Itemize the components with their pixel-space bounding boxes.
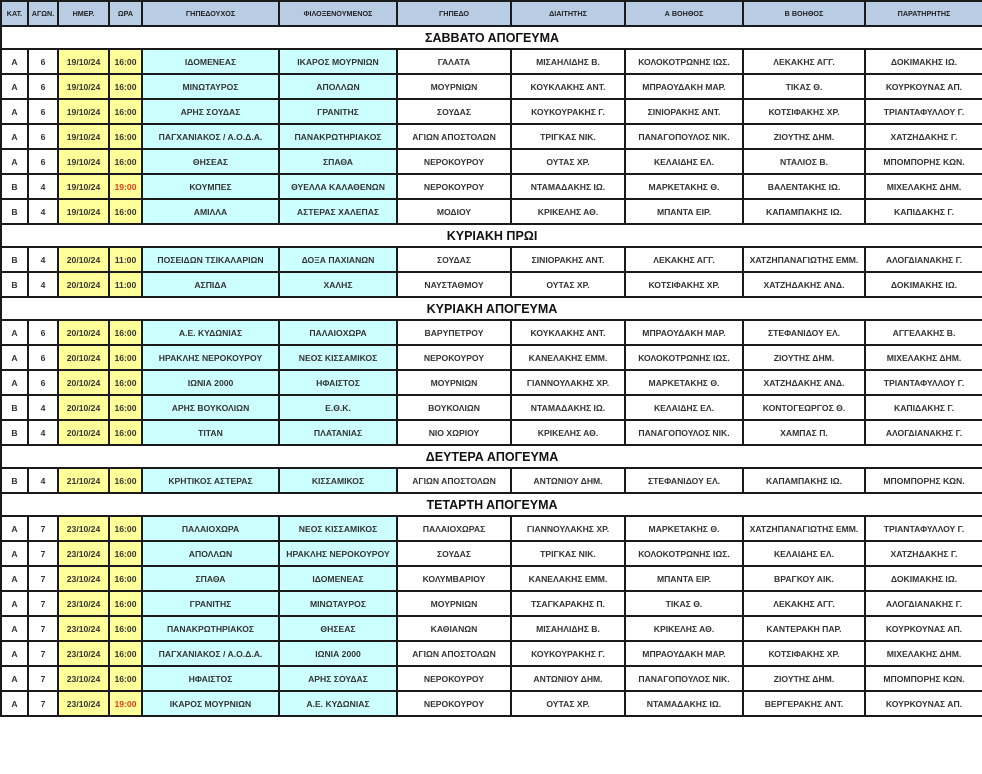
time-cell: 11:00 [109,272,142,297]
venue-cell: ΚΑΘΙΑΝΩΝ [397,616,511,641]
assistant-2-cell: ΤΙΚΑΣ Θ. [743,74,865,99]
time-cell: 16:00 [109,566,142,591]
time-cell: 16:00 [109,420,142,445]
assistant-2-cell: ΒΑΛΕΝΤΑΚΗΣ ΙΩ. [743,174,865,199]
home-team-cell: ΠΑΛΑΙΟΧΩΡΑ [142,516,279,541]
category-cell: Α [1,124,28,149]
away-team-cell: ΑΣΤΕΡΑΣ ΧΑΛΕΠΑΣ [279,199,397,224]
away-team-cell: ΠΑΝΑΚΡΩΤΗΡΙΑΚΟΣ [279,124,397,149]
category-cell: Α [1,74,28,99]
category-cell: Β [1,272,28,297]
category-cell: Β [1,199,28,224]
section-title: ΤΕΤΑΡΤΗ ΑΠΟΓΕΥΜΑ [1,493,982,516]
venue-cell: ΣΟΥΔΑΣ [397,247,511,272]
venue-cell: ΝΕΡΟΚΟΥΡΟΥ [397,666,511,691]
time-cell: 16:00 [109,616,142,641]
home-team-cell: ΙΩΝΙΑ 2000 [142,370,279,395]
venue-cell: ΜΟΥΡΝΙΩΝ [397,591,511,616]
observer-cell: ΧΑΤΖΗΔΑΚΗΣ Γ. [865,124,982,149]
assistant-2-cell: ΚΑΠΑΜΠΑΚΗΣ ΙΩ. [743,468,865,493]
match-row [1,516,982,541]
time-cell: 16:00 [109,149,142,174]
away-team-cell: ΗΡΑΚΛΗΣ ΝΕΡΟΚΟΥΡΟΥ [279,541,397,566]
assistant-1-cell: ΜΑΡΚΕΤΑΚΗΣ Θ. [625,174,743,199]
venue-cell: ΣΟΥΔΑΣ [397,99,511,124]
round-cell: 6 [28,49,58,74]
venue-cell: ΓΑΛΑΤΑ [397,49,511,74]
col-header-round: ΑΓΩΝ. [28,1,58,26]
assistant-2-cell: ΚΟΤΣΙΦΑΚΗΣ ΧΡ. [743,641,865,666]
assistant-1-cell: ΜΠΡΑΟΥΔΑΚΗ ΜΑΡ. [625,320,743,345]
observer-cell: ΤΡΙΑΝΤΑΦΥΛΛΟΥ Γ. [865,370,982,395]
date-cell: 23/10/24 [58,566,109,591]
assistant-2-cell: ΚΕΛΑΙΔΗΣ ΕΛ. [743,541,865,566]
time-cell: 16:00 [109,320,142,345]
away-team-cell: ΜΙΝΩΤΑΥΡΟΣ [279,591,397,616]
referee-cell: ΑΝΤΩΝΙΟΥ ΔΗΜ. [511,666,625,691]
venue-cell: ΚΟΛΥΜΒΑΡΙΟΥ [397,566,511,591]
round-cell: 7 [28,616,58,641]
home-team-cell: ΑΡΗΣ ΒΟΥΚΟΛΙΩΝ [142,395,279,420]
date-cell: 23/10/24 [58,691,109,716]
assistant-2-cell: ΧΑΤΖΗΔΑΚΗΣ ΑΝΔ. [743,272,865,297]
away-team-cell: ΔΟΞΑ ΠΑΧΙΑΝΩΝ [279,247,397,272]
time-cell: 16:00 [109,370,142,395]
section-title: ΚΥΡΙΑΚΗ ΠΡΩΙ [1,224,982,247]
assistant-1-cell: ΚΟΛΟΚΟΤΡΩΝΗΣ ΙΩΣ. [625,345,743,370]
time-cell: 16:00 [109,468,142,493]
referee-cell: ΓΙΑΝΝΟΥΛΑΚΗΣ ΧΡ. [511,370,625,395]
venue-cell: ΑΓΙΩΝ ΑΠΟΣΤΟΛΩΝ [397,468,511,493]
observer-cell: ΚΟΥΡΚΟΥΝΑΣ ΑΠ. [865,616,982,641]
away-team-cell: ΚΙΣΣΑΜΙΚΟΣ [279,468,397,493]
date-cell: 23/10/24 [58,541,109,566]
venue-cell: ΝΕΡΟΚΟΥΡΟΥ [397,174,511,199]
assistant-2-cell: ΝΤΑΛΙΟΣ Β. [743,149,865,174]
away-team-cell: ΠΑΛΑΙΟΧΩΡΑ [279,320,397,345]
home-team-cell: ΑΡΗΣ ΣΟΥΔΑΣ [142,99,279,124]
category-cell: Α [1,566,28,591]
category-cell: Α [1,370,28,395]
referee-cell: ΜΙΣΑΗΛΙΔΗΣ Β. [511,616,625,641]
col-header-referee: ΔΙΑΙΤΗΤΗΣ [511,1,625,26]
match-row [1,74,982,99]
date-cell: 19/10/24 [58,149,109,174]
home-team-cell: ΗΡΑΚΛΗΣ ΝΕΡΟΚΟΥΡΟΥ [142,345,279,370]
match-row [1,370,982,395]
home-team-cell: ΑΜΙΛΛΑ [142,199,279,224]
round-cell: 6 [28,74,58,99]
observer-cell: ΑΓΓΕΛΑΚΗΣ Β. [865,320,982,345]
round-cell: 4 [28,272,58,297]
round-cell: 4 [28,420,58,445]
away-team-cell: ΣΠΑΘΑ [279,149,397,174]
round-cell: 4 [28,247,58,272]
assistant-1-cell: ΝΤΑΜΑΔΑΚΗΣ ΙΩ. [625,691,743,716]
category-cell: Α [1,516,28,541]
away-team-cell: Ε.Θ.Κ. [279,395,397,420]
round-cell: 7 [28,666,58,691]
date-cell: 20/10/24 [58,345,109,370]
assistant-1-cell: ΜΑΡΚΕΤΑΚΗΣ Θ. [625,516,743,541]
assistant-1-cell: ΛΕΚΑΚΗΣ ΑΓΓ. [625,247,743,272]
col-header-home-team: ΓΗΠΕΔΟΥΧΟΣ [142,1,279,26]
round-cell: 6 [28,370,58,395]
home-team-cell: ΘΗΣΕΑΣ [142,149,279,174]
date-cell: 20/10/24 [58,247,109,272]
time-cell: 16:00 [109,74,142,99]
away-team-cell: ΑΡΗΣ ΣΟΥΔΑΣ [279,666,397,691]
match-row [1,468,982,493]
round-cell: 7 [28,541,58,566]
home-team-cell: ΗΦΑΙΣΤΟΣ [142,666,279,691]
round-cell: 4 [28,174,58,199]
observer-cell: ΔΟΚΙΜΑΚΗΣ ΙΩ. [865,566,982,591]
assistant-2-cell: ΒΕΡΓΕΡΑΚΗΣ ΑΝΤ. [743,691,865,716]
venue-cell: ΝΙΟ ΧΩΡΙΟΥ [397,420,511,445]
assistant-2-cell: ΚΟΤΣΙΦΑΚΗΣ ΧΡ. [743,99,865,124]
away-team-cell: ΙΩΝΙΑ 2000 [279,641,397,666]
schedule-body [1,26,982,716]
time-cell: 16:00 [109,345,142,370]
venue-cell: ΜΟΥΡΝΙΩΝ [397,370,511,395]
round-cell: 7 [28,691,58,716]
time-cell: 16:00 [109,199,142,224]
header-row [1,1,982,26]
home-team-cell: ΠΑΓΧΑΝΙΑΚΟΣ / Α.Ο.Δ.Α. [142,641,279,666]
col-header-venue: ΓΗΠΕΔΟ [397,1,511,26]
col-header-observer: ΠΑΡΑΤΗΡΗΤΗΣ [865,1,982,26]
assistant-1-cell: ΚΟΛΟΚΟΤΡΩΝΗΣ ΙΩΣ. [625,49,743,74]
observer-cell: ΔΟΚΙΜΑΚΗΣ ΙΩ. [865,272,982,297]
assistant-2-cell: ΛΕΚΑΚΗΣ ΑΓΓ. [743,591,865,616]
assistant-2-cell: ΧΑΜΠΑΣ Π. [743,420,865,445]
home-team-cell: ΜΙΝΩΤΑΥΡΟΣ [142,74,279,99]
round-cell: 7 [28,641,58,666]
referee-cell: ΤΡΙΓΚΑΣ ΝΙΚ. [511,124,625,149]
round-cell: 7 [28,566,58,591]
category-cell: Β [1,395,28,420]
home-team-cell: ΙΚΑΡΟΣ ΜΟΥΡΝΙΩΝ [142,691,279,716]
col-header-assistant-2: Β ΒΟΗΘΟΣ [743,1,865,26]
time-cell: 16:00 [109,124,142,149]
home-team-cell: ΙΔΟΜΕΝΕΑΣ [142,49,279,74]
referee-cell: ΓΙΑΝΝΟΥΛΑΚΗΣ ΧΡ. [511,516,625,541]
venue-cell: ΠΑΛΑΙΟΧΩΡΑΣ [397,516,511,541]
date-cell: 19/10/24 [58,199,109,224]
assistant-1-cell: ΚΡΙΚΕΛΗΣ ΑΘ. [625,616,743,641]
date-cell: 20/10/24 [58,420,109,445]
round-cell: 6 [28,149,58,174]
assistant-2-cell: ΧΑΤΖΗΔΑΚΗΣ ΑΝΔ. [743,370,865,395]
referee-cell: ΝΤΑΜΑΔΑΚΗΣ ΙΩ. [511,174,625,199]
observer-cell: ΚΟΥΡΚΟΥΝΑΣ ΑΠ. [865,691,982,716]
referee-cell: ΣΙΝΙΟΡΑΚΗΣ ΑΝΤ. [511,247,625,272]
venue-cell: ΒΟΥΚΟΛΙΩΝ [397,395,511,420]
section-header-row [1,493,982,516]
match-row [1,49,982,74]
home-team-cell: ΚΟΥΜΠΕΣ [142,174,279,199]
away-team-cell: ΝΕΟΣ ΚΙΣΣΑΜΙΚΟΣ [279,516,397,541]
assistant-2-cell: ΧΑΤΖΗΠΑΝΑΓΙΩΤΗΣ ΕΜΜ. [743,247,865,272]
away-team-cell: Α.Ε. ΚΥΔΩΝΙΑΣ [279,691,397,716]
referee-cell: ΑΝΤΩΝΙΟΥ ΔΗΜ. [511,468,625,493]
home-team-cell: ΑΠΟΛΛΩΝ [142,541,279,566]
date-cell: 23/10/24 [58,616,109,641]
category-cell: Α [1,541,28,566]
assistant-2-cell: ΚΑΠΑΜΠΑΚΗΣ ΙΩ. [743,199,865,224]
col-header-assistant-1: Α ΒΟΗΘΟΣ [625,1,743,26]
time-cell: 19:00 [109,174,142,199]
category-cell: Β [1,174,28,199]
assistant-1-cell: ΣΙΝΙΟΡΑΚΗΣ ΑΝΤ. [625,99,743,124]
round-cell: 4 [28,395,58,420]
observer-cell: ΑΛΟΓΔΙΑΝΑΚΗΣ Γ. [865,247,982,272]
observer-cell: ΜΠΟΜΠΟΡΗΣ ΚΩΝ. [865,666,982,691]
assistant-2-cell: ΖΙΟΥΤΗΣ ΔΗΜ. [743,345,865,370]
home-team-cell: ΓΡΑΝΙΤΗΣ [142,591,279,616]
category-cell: Α [1,666,28,691]
assistant-1-cell: ΜΠΡΑΟΥΔΑΚΗ ΜΑΡ. [625,74,743,99]
category-cell: Α [1,641,28,666]
observer-cell: ΜΙΧΕΛΑΚΗΣ ΔΗΜ. [865,641,982,666]
section-title: ΚΥΡΙΑΚΗ ΑΠΟΓΕΥΜΑ [1,297,982,320]
away-team-cell: ΑΠΟΛΛΩΝ [279,74,397,99]
venue-cell: ΒΑΡΥΠΕΤΡΟΥ [397,320,511,345]
observer-cell: ΤΡΙΑΝΤΑΦΥΛΛΟΥ Γ. [865,516,982,541]
date-cell: 19/10/24 [58,74,109,99]
away-team-cell: ΧΑΛΗΣ [279,272,397,297]
category-cell: Β [1,247,28,272]
assistant-1-cell: ΚΕΛΑΙΔΗΣ ΕΛ. [625,149,743,174]
section-header-row [1,26,982,49]
match-row [1,591,982,616]
round-cell: 6 [28,124,58,149]
category-cell: Β [1,468,28,493]
date-cell: 19/10/24 [58,124,109,149]
time-cell: 16:00 [109,666,142,691]
match-row [1,174,982,199]
time-cell: 16:00 [109,49,142,74]
referee-cell: ΚΟΥΚΛΑΚΗΣ ΑΝΤ. [511,320,625,345]
assistant-1-cell: ΠΑΝΑΓΟΠΟΥΛΟΣ ΝΙΚ. [625,420,743,445]
assistant-1-cell: ΠΑΝΑΓΟΠΟΥΛΟΣ ΝΙΚ. [625,666,743,691]
home-team-cell: ΠΟΣΕΙΔΩΝ ΤΣΙΚΑΛΑΡΙΩΝ [142,247,279,272]
assistant-1-cell: ΜΑΡΚΕΤΑΚΗΣ Θ. [625,370,743,395]
observer-cell: ΑΛΟΓΔΙΑΝΑΚΗΣ Γ. [865,420,982,445]
assistant-1-cell: ΣΤΕΦΑΝΙΔΟΥ ΕΛ. [625,468,743,493]
referee-cell: ΚΑΝΕΛΑΚΗΣ ΕΜΜ. [511,345,625,370]
venue-cell: ΝΕΡΟΚΟΥΡΟΥ [397,149,511,174]
observer-cell: ΜΠΟΜΠΟΡΗΣ ΚΩΝ. [865,149,982,174]
venue-cell: ΝΕΡΟΚΟΥΡΟΥ [397,691,511,716]
section-title: ΔΕΥΤΕΡΑ ΑΠΟΓΕΥΜΑ [1,445,982,468]
category-cell: Α [1,691,28,716]
venue-cell: ΝΑΥΣΤΑΘΜΟΥ [397,272,511,297]
time-cell: 16:00 [109,591,142,616]
category-cell: Α [1,345,28,370]
category-cell: Α [1,591,28,616]
category-cell: Α [1,149,28,174]
assistant-2-cell: ΖΙΟΥΤΗΣ ΔΗΜ. [743,124,865,149]
observer-cell: ΚΑΠΙΔΑΚΗΣ Γ. [865,199,982,224]
assistant-2-cell: ΚΑΝΤΕΡΑΚΗ ΠΑΡ. [743,616,865,641]
match-row [1,345,982,370]
section-title: ΣΑΒΒΑΤΟ ΑΠΟΓΕΥΜΑ [1,26,982,49]
category-cell: Α [1,320,28,345]
home-team-cell: ΠΑΝΑΚΡΩΤΗΡΙΑΚΟΣ [142,616,279,641]
venue-cell: ΣΟΥΔΑΣ [397,541,511,566]
date-cell: 23/10/24 [58,516,109,541]
observer-cell: ΜΠΟΜΠΟΡΗΣ ΚΩΝ. [865,468,982,493]
referee-cell: ΟΥΤΑΣ ΧΡ. [511,272,625,297]
match-row [1,272,982,297]
date-cell: 19/10/24 [58,49,109,74]
category-cell: Β [1,420,28,445]
assistant-1-cell: ΚΟΛΟΚΟΤΡΩΝΗΣ ΙΩΣ. [625,541,743,566]
observer-cell: ΜΙΧΕΛΑΚΗΣ ΔΗΜ. [865,345,982,370]
assistant-1-cell: ΠΑΝΑΓΟΠΟΥΛΟΣ ΝΙΚ. [625,124,743,149]
away-team-cell: ΠΛΑΤΑΝΙΑΣ [279,420,397,445]
time-cell: 16:00 [109,541,142,566]
referee-cell: ΚΟΥΚΛΑΚΗΣ ΑΝΤ. [511,74,625,99]
date-cell: 21/10/24 [58,468,109,493]
round-cell: 7 [28,516,58,541]
assistant-2-cell: ΖΙΟΥΤΗΣ ΔΗΜ. [743,666,865,691]
assistant-1-cell: ΜΠΑΝΤΑ ΕΙΡ. [625,199,743,224]
match-row [1,149,982,174]
referee-cell: ΟΥΤΑΣ ΧΡ. [511,691,625,716]
date-cell: 23/10/24 [58,666,109,691]
away-team-cell: ΓΡΑΝΙΤΗΣ [279,99,397,124]
date-cell: 20/10/24 [58,272,109,297]
referee-cell: ΚΟΥΚΟΥΡΑΚΗΣ Γ. [511,641,625,666]
assistant-1-cell: ΜΠΑΝΤΑ ΕΙΡ. [625,566,743,591]
assistant-2-cell: ΛΕΚΑΚΗΣ ΑΓΓ. [743,49,865,74]
observer-cell: ΧΑΤΖΗΔΑΚΗΣ Γ. [865,541,982,566]
round-cell: 4 [28,468,58,493]
assistant-2-cell: ΒΡΑΓΚΟΥ ΑΙΚ. [743,566,865,591]
match-row [1,641,982,666]
section-header-row [1,224,982,247]
away-team-cell: ΘΗΣΕΑΣ [279,616,397,641]
referee-cell: ΚΟΥΚΟΥΡΑΚΗΣ Γ. [511,99,625,124]
home-team-cell: ΑΣΠΙΔΑ [142,272,279,297]
date-cell: 20/10/24 [58,370,109,395]
match-row [1,247,982,272]
venue-cell: ΝΕΡΟΚΟΥΡΟΥ [397,345,511,370]
match-row [1,616,982,641]
section-header-row [1,297,982,320]
home-team-cell: ΠΑΓΧΑΝΙΑΚΟΣ / Α.Ο.Δ.Α. [142,124,279,149]
round-cell: 6 [28,345,58,370]
match-row [1,691,982,716]
category-cell: Α [1,616,28,641]
assistant-1-cell: ΚΕΛΑΙΔΗΣ ΕΛ. [625,395,743,420]
match-row [1,199,982,224]
match-row [1,99,982,124]
assistant-1-cell: ΜΠΡΑΟΥΔΑΚΗ ΜΑΡ. [625,641,743,666]
referee-cell: ΤΡΙΓΚΑΣ ΝΙΚ. [511,541,625,566]
referee-cell: ΜΙΣΑΗΛΙΔΗΣ Β. [511,49,625,74]
away-team-cell: ΘΥΕΛΛΑ ΚΑΛΑΘΕΝΩΝ [279,174,397,199]
venue-cell: ΑΓΙΩΝ ΑΠΟΣΤΟΛΩΝ [397,641,511,666]
round-cell: 6 [28,320,58,345]
col-header-time: ΩΡΑ [109,1,142,26]
assistant-2-cell: ΣΤΕΦΑΝΙΔΟΥ ΕΛ. [743,320,865,345]
match-row [1,320,982,345]
observer-cell: ΚΟΥΡΚΟΥΝΑΣ ΑΠ. [865,74,982,99]
match-row [1,124,982,149]
home-team-cell: ΣΠΑΘΑ [142,566,279,591]
assistant-1-cell: ΚΟΤΣΙΦΑΚΗΣ ΧΡ. [625,272,743,297]
date-cell: 20/10/24 [58,395,109,420]
referee-cell: ΟΥΤΑΣ ΧΡ. [511,149,625,174]
round-cell: 4 [28,199,58,224]
match-row [1,395,982,420]
away-team-cell: ΙΚΑΡΟΣ ΜΟΥΡΝΙΩΝ [279,49,397,74]
col-header-away-team: ΦΙΛΟΞΕΝΟΥΜΕΝΟΣ [279,1,397,26]
away-team-cell: ΝΕΟΣ ΚΙΣΣΑΜΙΚΟΣ [279,345,397,370]
match-row [1,566,982,591]
observer-cell: ΔΟΚΙΜΑΚΗΣ ΙΩ. [865,49,982,74]
assistant-2-cell: ΚΟΝΤΟΓΕΩΡΓΟΣ Θ. [743,395,865,420]
time-cell: 16:00 [109,99,142,124]
time-cell: 16:00 [109,516,142,541]
referee-cell: ΚΡΙΚΕΛΗΣ ΑΘ. [511,199,625,224]
round-cell: 6 [28,99,58,124]
date-cell: 23/10/24 [58,591,109,616]
observer-cell: ΑΛΟΓΔΙΑΝΑΚΗΣ Γ. [865,591,982,616]
time-cell: 19:00 [109,691,142,716]
match-row [1,666,982,691]
match-row [1,420,982,445]
referee-cell: ΚΡΙΚΕΛΗΣ ΑΘ. [511,420,625,445]
away-team-cell: ΙΔΟΜΕΝΕΑΣ [279,566,397,591]
observer-cell: ΤΡΙΑΝΤΑΦΥΛΛΟΥ Γ. [865,99,982,124]
referee-cell: ΚΑΝΕΛΑΚΗΣ ΕΜΜ. [511,566,625,591]
venue-cell: ΑΓΙΩΝ ΑΠΟΣΤΟΛΩΝ [397,124,511,149]
observer-cell: ΚΑΠΙΔΑΚΗΣ Γ. [865,395,982,420]
home-team-cell: ΤΙΤΑΝ [142,420,279,445]
match-row [1,541,982,566]
category-cell: Α [1,99,28,124]
round-cell: 7 [28,591,58,616]
time-cell: 11:00 [109,247,142,272]
section-header-row [1,445,982,468]
date-cell: 23/10/24 [58,641,109,666]
assistant-1-cell: ΤΙΚΑΣ Θ. [625,591,743,616]
date-cell: 19/10/24 [58,99,109,124]
time-cell: 16:00 [109,395,142,420]
venue-cell: ΜΟΔΙΟΥ [397,199,511,224]
referee-cell: ΝΤΑΜΑΔΑΚΗΣ ΙΩ. [511,395,625,420]
category-cell: Α [1,49,28,74]
venue-cell: ΜΟΥΡΝΙΩΝ [397,74,511,99]
referee-cell: ΤΣΑΓΚΑΡΑΚΗΣ Π. [511,591,625,616]
assistant-2-cell: ΧΑΤΖΗΠΑΝΑΓΙΩΤΗΣ ΕΜΜ. [743,516,865,541]
home-team-cell: Α.Ε. ΚΥΔΩΝΙΑΣ [142,320,279,345]
col-header-date: ΗΜΕΡ. [58,1,109,26]
col-header-category: ΚΑΤ. [1,1,28,26]
time-cell: 16:00 [109,641,142,666]
date-cell: 20/10/24 [58,320,109,345]
observer-cell: ΜΙΧΕΛΑΚΗΣ ΔΗΜ. [865,174,982,199]
date-cell: 19/10/24 [58,174,109,199]
away-team-cell: ΗΦΑΙΣΤΟΣ [279,370,397,395]
home-team-cell: ΚΡΗΤΙΚΟΣ ΑΣΤΕΡΑΣ [142,468,279,493]
